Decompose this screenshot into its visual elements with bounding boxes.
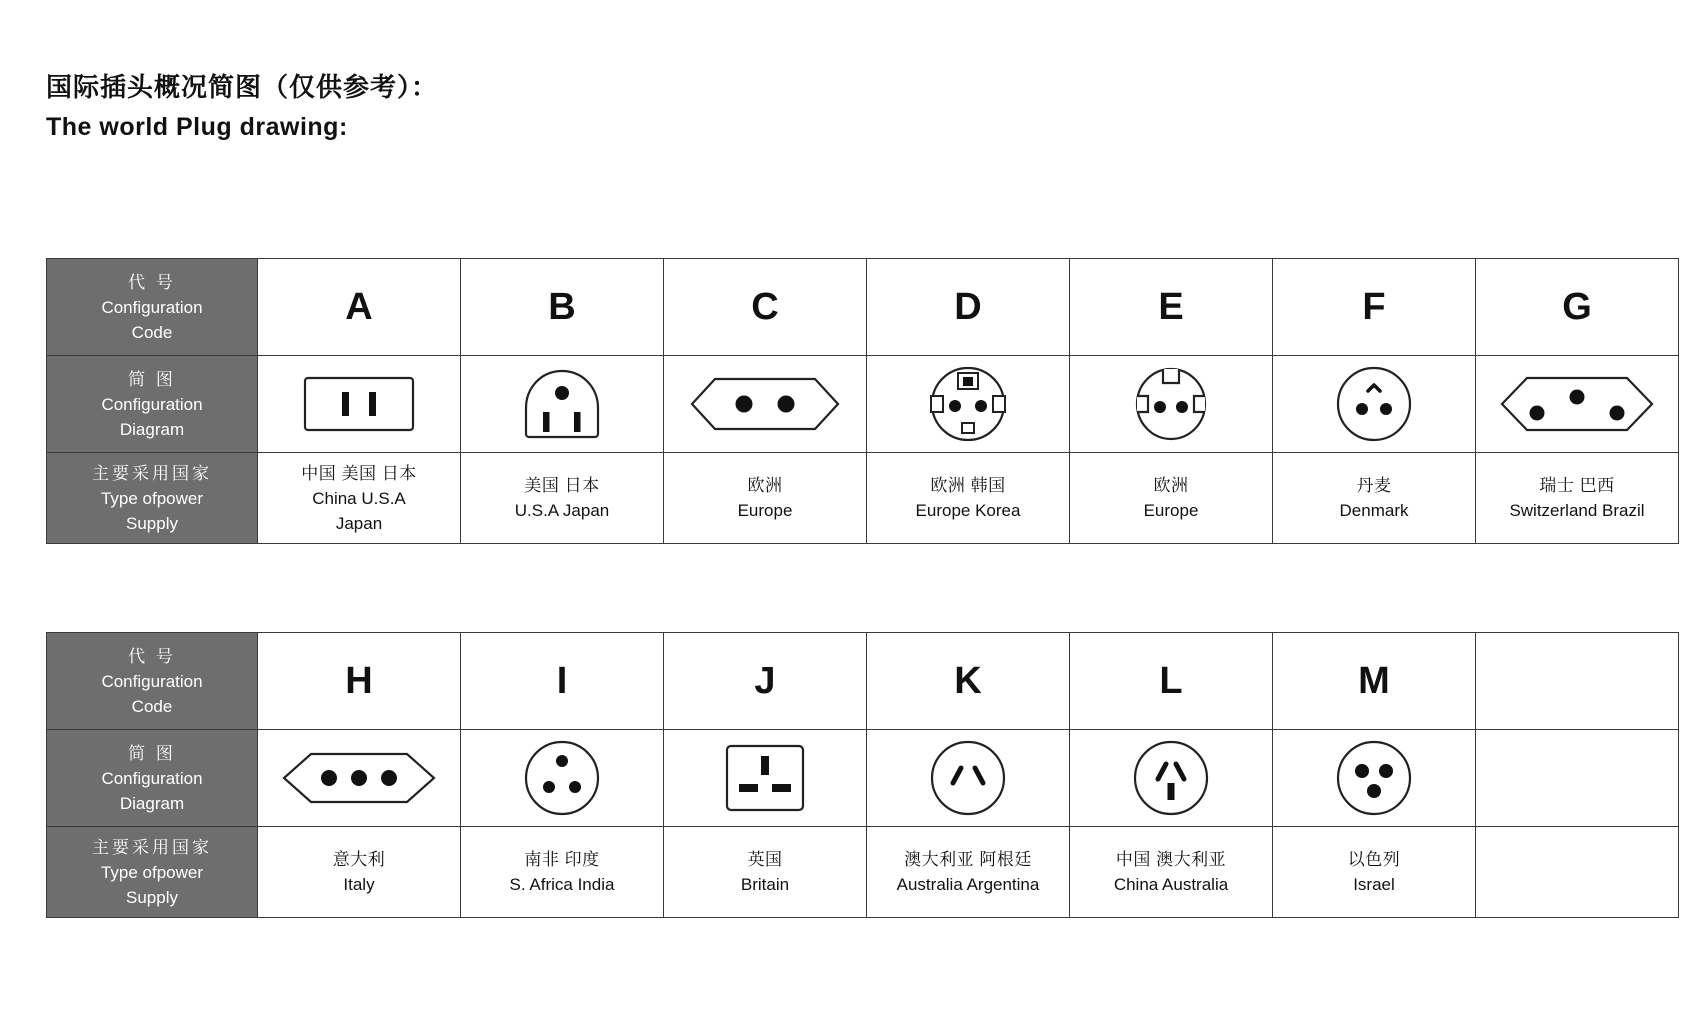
row-header-diagram-en2: Diagram: [119, 419, 185, 439]
country-en: U.S.A Japan: [514, 501, 610, 520]
plug-type-m-icon: [1273, 730, 1475, 826]
diagram-cell-m: [1273, 730, 1476, 827]
code-cell-j: J: [664, 633, 867, 730]
row-header-diagram-en1: Configuration: [101, 768, 203, 788]
country-en: Europe Korea: [915, 501, 1021, 520]
country-en: Denmark: [1339, 501, 1409, 520]
country-cell-g: [1476, 453, 1679, 544]
country-en: Italy: [343, 875, 375, 894]
country-cell-i: [461, 827, 664, 918]
diagram-cell-c: [664, 356, 867, 453]
country-en: Europe: [1143, 501, 1199, 520]
code-cell-a: A: [258, 259, 461, 356]
row-header-diagram-en2: Diagram: [119, 793, 185, 813]
table-row-diagram: [47, 356, 1679, 453]
row-header-supply: [47, 827, 258, 918]
country-cell-b: [461, 453, 664, 544]
code-cell-m: M: [1273, 633, 1476, 730]
diagram-cell-a: [258, 356, 461, 453]
diagram-cell-i: [461, 730, 664, 827]
country-en: S. Africa India: [509, 875, 615, 894]
country-cell-empty: [1476, 827, 1679, 918]
country-cell-e: [1070, 453, 1273, 544]
diagram-cell-k: [867, 730, 1070, 827]
code-cell-f: F: [1273, 259, 1476, 356]
plug-type-i-icon: [461, 730, 663, 826]
country-cell-c: [664, 453, 867, 544]
code-cell-i: I: [461, 633, 664, 730]
row-header-code: [47, 259, 258, 356]
row-header-code-cn: 代 号: [128, 646, 176, 666]
plug-type-l-icon: [1070, 730, 1272, 826]
diagram-cell-b: [461, 356, 664, 453]
plug-type-g-icon: [1476, 356, 1678, 452]
page-title: [46, 68, 438, 146]
diagram-cell-h: [258, 730, 461, 827]
row-header-supply-en1: Type ofpower: [100, 862, 204, 882]
country-cell-l: [1070, 827, 1273, 918]
country-cell-f: [1273, 453, 1476, 544]
plug-type-f-icon: [1273, 356, 1475, 452]
plug-type-e-icon: [1070, 356, 1272, 452]
table-row-code: [47, 259, 1679, 356]
row-header-code: [47, 633, 258, 730]
country-cn: 欧洲: [747, 476, 783, 495]
code-cell-b: B: [461, 259, 664, 356]
country-en: Australia Argentina: [896, 875, 1040, 894]
country-cn: 瑞士 巴西: [1539, 476, 1615, 495]
plug-type-d-icon: [867, 356, 1069, 452]
plug-table-first: [46, 258, 1679, 544]
country-cn: 中国 美国 日本: [301, 463, 417, 483]
code-cell-l: L: [1070, 633, 1273, 730]
row-header-diagram-en1: Configuration: [101, 394, 203, 414]
country-en-2: Japan: [335, 513, 383, 533]
code-cell-g: G: [1476, 259, 1679, 356]
row-header-diagram-cn: 简 图: [128, 743, 176, 763]
country-cell-j: [664, 827, 867, 918]
row-header-diagram: [47, 356, 258, 453]
row-header-code-en2: Code: [131, 322, 173, 342]
diagram-cell-e: [1070, 356, 1273, 453]
country-en: Israel: [1353, 875, 1395, 894]
row-header-supply-en2: Supply: [126, 887, 178, 907]
code-cell-c: C: [664, 259, 867, 356]
row-header-code-cn: 代 号: [128, 272, 176, 292]
country-cn: 欧洲: [1153, 476, 1189, 495]
diagram-cell-l: [1070, 730, 1273, 827]
row-header-supply-cn: 主要采用国家: [92, 837, 212, 857]
plug-type-h-icon: [258, 730, 460, 826]
page-title-cn: 国际插头概况简图（仅供参考）：: [46, 72, 439, 102]
country-en: Britain: [740, 875, 790, 894]
country-cn: 丹麦: [1356, 476, 1392, 495]
plug-type-c-icon: [664, 356, 866, 452]
country-cn: 澳大利亚 阿根廷: [904, 850, 1032, 869]
page-title-en: The world Plug drawing:: [46, 113, 348, 141]
country-cn: 南非 印度: [524, 850, 600, 869]
row-header-diagram-cn: 简 图: [128, 369, 176, 389]
table-row-code: [47, 633, 1679, 730]
row-header-supply-cn: 主要采用国家: [92, 463, 212, 483]
diagram-cell-empty: [1476, 730, 1679, 827]
country-cell-m: [1273, 827, 1476, 918]
row-header-supply-en1: Type ofpower: [100, 488, 204, 508]
diagram-cell-j: [664, 730, 867, 827]
country-en: Switzerland Brazil: [1509, 501, 1645, 520]
plug-type-k-icon: [867, 730, 1069, 826]
plug-type-j-icon: [664, 730, 866, 826]
country-en: China U.S.A: [312, 488, 406, 508]
country-cn: 以色列: [1347, 850, 1401, 869]
plug-type-a-icon: [258, 356, 460, 452]
country-cn: 中国 澳大利亚: [1115, 850, 1227, 869]
code-cell-h: H: [258, 633, 461, 730]
diagram-cell-g: [1476, 356, 1679, 453]
plug-type-b-icon: [461, 356, 663, 452]
row-header-code-en2: Code: [131, 696, 173, 716]
row-header-code-en1: Configuration: [101, 297, 203, 317]
diagram-cell-d: [867, 356, 1070, 453]
country-cell-d: [867, 453, 1070, 544]
code-cell-k: K: [867, 633, 1070, 730]
country-cn: 意大利: [332, 850, 386, 869]
country-cn: 英国: [747, 850, 783, 869]
plug-table-second: [46, 632, 1679, 918]
table-row-supply: [47, 827, 1679, 918]
country-cell-a: [258, 453, 461, 544]
code-cell-e: E: [1070, 259, 1273, 356]
country-cell-k: [867, 827, 1070, 918]
diagram-cell-f: [1273, 356, 1476, 453]
country-cell-h: [258, 827, 461, 918]
row-header-diagram: [47, 730, 258, 827]
row-header-supply-en2: Supply: [126, 513, 178, 533]
table-row-diagram: [47, 730, 1679, 827]
country-cn: 美国 日本: [524, 476, 600, 495]
row-header-supply: [47, 453, 258, 544]
row-header-code-en1: Configuration: [101, 671, 203, 691]
country-en: China Australia: [1113, 875, 1229, 894]
table-row-supply: [47, 453, 1679, 544]
code-cell-empty: [1476, 633, 1679, 730]
code-cell-d: D: [867, 259, 1070, 356]
country-cn: 欧洲 韩国: [930, 476, 1006, 495]
country-en: Europe: [737, 501, 793, 520]
